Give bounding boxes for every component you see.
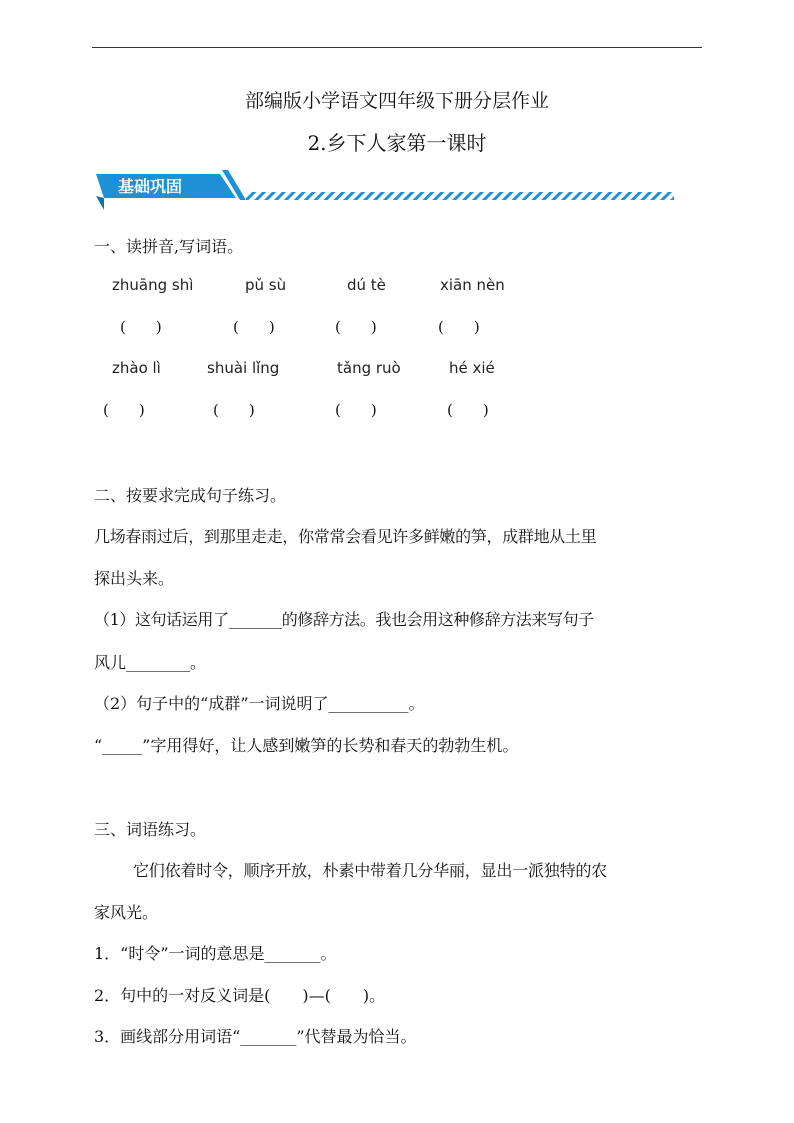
banner-fold bbox=[96, 196, 104, 210]
pinyin-3: dú tè bbox=[347, 276, 386, 294]
pinyin-2: pǔ sù bbox=[245, 276, 287, 294]
answer-blank[interactable]: ( ) bbox=[438, 318, 480, 336]
section1-title: 一、读拼音,写词语。 bbox=[94, 237, 244, 256]
document-title: 部编版小学语文四年级下册分层作业 bbox=[244, 90, 549, 112]
pinyin-7: tǎng ruò bbox=[337, 359, 401, 377]
section2-question2-followup: “_____”字用得好，让人感到嫩笋的长势和春天的勃勃生机。 bbox=[94, 736, 519, 755]
section-banner bbox=[96, 170, 681, 214]
answer-blank[interactable]: ( ) bbox=[213, 401, 255, 419]
answer-blank[interactable]: ( ) bbox=[233, 318, 275, 336]
header-rule bbox=[92, 47, 702, 48]
section3-passage-line1: 它们依着时令，顺序开放，朴素中带着几分华丽，显出一派独特的农 bbox=[133, 861, 608, 880]
section2-sentence-line1: 几场春雨过后，到那里走走，你常常会看见许多鲜嫩的笋，成群地从土里 bbox=[94, 527, 597, 546]
answer-blank[interactable]: ( ) bbox=[447, 401, 489, 419]
answer-blank[interactable]: ( ) bbox=[335, 318, 377, 336]
section2-sentence-line2: 探出头来。 bbox=[94, 569, 175, 588]
section2-question2: （2）句子中的“成群”一词说明了__________。 bbox=[94, 694, 425, 713]
section2-question1-answer: 风儿________。 bbox=[94, 653, 207, 672]
section2-question1: （1）这句话运用了_______的修辞方法。我也会用这种修辞方法来写句子 bbox=[94, 610, 594, 629]
pinyin-5: zhào lì bbox=[112, 359, 161, 377]
answer-blank[interactable]: ( ) bbox=[120, 318, 162, 336]
answer-blank[interactable]: ( ) bbox=[103, 401, 145, 419]
section3-passage-line2: 家风光。 bbox=[94, 903, 159, 922]
pinyin-4: xiān nèn bbox=[440, 276, 505, 294]
section2-title: 二、按要求完成句子练习。 bbox=[94, 486, 287, 505]
answer-blank[interactable]: ( ) bbox=[335, 401, 377, 419]
section3-title: 三、词语练习。 bbox=[94, 820, 207, 839]
lesson-title: 2.乡下人家第一课时 bbox=[307, 131, 487, 155]
section3-question3: 3．画线部分用词语“_______”代替最为恰当。 bbox=[94, 1027, 417, 1046]
section3-question2: 2．句中的一对反义词是( )—( )。 bbox=[94, 986, 386, 1005]
section3-question1: 1．“时令”一词的意思是_______。 bbox=[94, 944, 337, 963]
pinyin-1: zhuāng shì bbox=[112, 276, 194, 294]
pinyin-6: shuài lǐng bbox=[207, 359, 280, 377]
pinyin-8: hé xié bbox=[449, 359, 495, 377]
banner-label: 基础巩固 bbox=[118, 177, 183, 196]
banner-stripes bbox=[246, 192, 674, 200]
